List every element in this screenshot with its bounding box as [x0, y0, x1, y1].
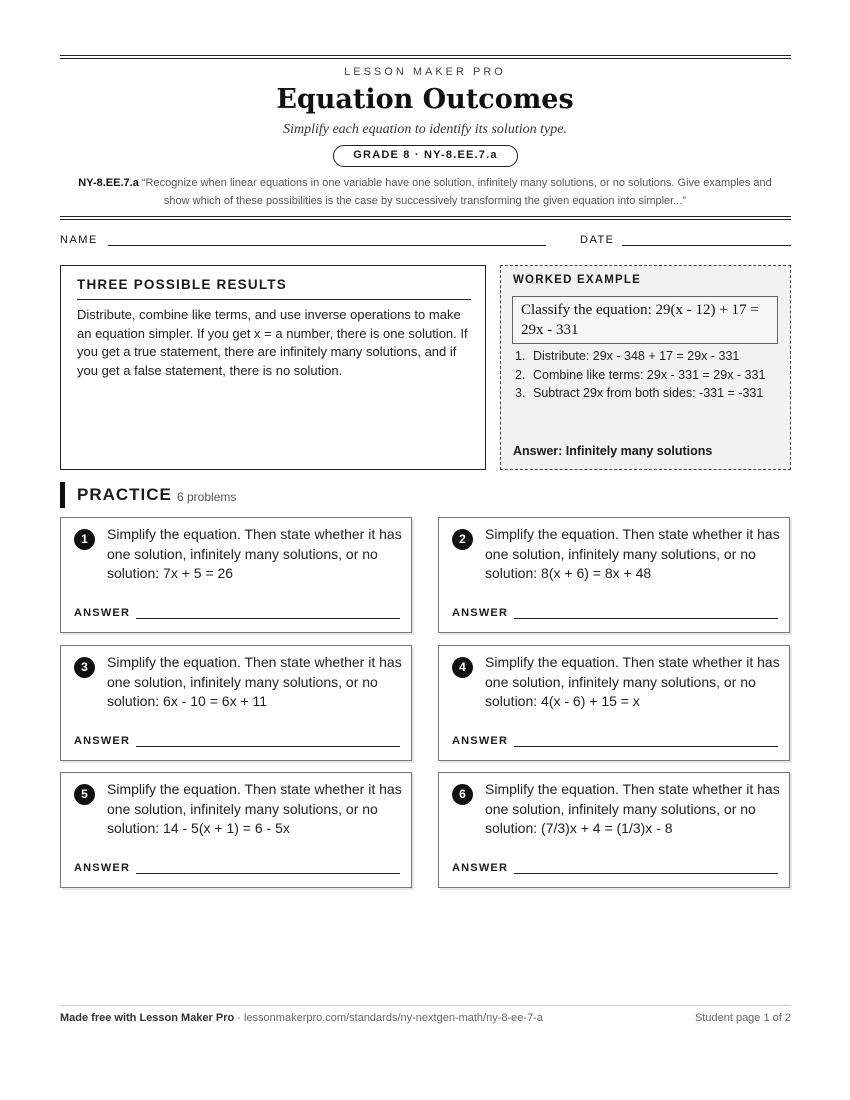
practice-accent-bar — [60, 482, 65, 508]
worked-example-steps — [513, 347, 775, 403]
brand-name: LESSON MAKER PRO — [344, 66, 506, 78]
date-field[interactable] — [622, 245, 791, 246]
answer-field[interactable] — [514, 873, 778, 874]
answer-field[interactable] — [136, 618, 400, 619]
date-label: DATE — [580, 234, 615, 246]
worked-step: 3. Subtract 29x from both sides: -331 = -331 — [515, 386, 764, 400]
three-results-heading: THREE POSSIBLE RESULTS — [77, 277, 287, 292]
footer-page-number: Student page 1 of 2 — [694, 1012, 791, 1024]
problem-number: 2 — [452, 529, 473, 550]
page-subtitle: Simplify each equation to identify its solution type. — [283, 122, 567, 137]
page-title: Equation Outcomes — [276, 84, 574, 115]
three-results-divider — [77, 299, 471, 300]
three-results-panel — [60, 265, 486, 470]
problem-number: 1 — [74, 529, 95, 550]
footer-made-with: Made free with Lesson Maker Pro — [60, 1012, 235, 1024]
name-field[interactable] — [108, 245, 546, 246]
standard-description — [78, 174, 772, 210]
worked-example-heading: WORKED EXAMPLE — [513, 274, 641, 286]
problem-text: Simplify the equation. Then state whether it has one solution, infinitely many solutions, or no solution: (7/3)x + 4 = (1/3)x - 8 — [485, 781, 780, 836]
problem-text: Simplify the equation. Then state whether it has one solution, infinitely many solutions, or no solution: 14 - 5(x + 1) = 6 - 5x — [107, 781, 402, 836]
practice-count: 6 problems — [177, 490, 237, 504]
practice-title: PRACTICE — [77, 485, 172, 504]
problem-text: Simplify the equation. Then state whether it has one solution, infinitely many solutions, or no solution: 7x + 5 = 26 — [107, 526, 402, 581]
answer-label: ANSWER — [452, 862, 509, 874]
problem-text: Simplify the equation. Then state whether it has one solution, infinitely many solutions, or no solution: 6x - 10 = 6x + 11 — [107, 654, 402, 709]
problem-card — [60, 772, 412, 888]
problem-number: 6 — [452, 784, 473, 805]
worked-example-answer: Answer: Infinitely many solutions — [513, 444, 713, 458]
problem-number: 4 — [452, 657, 473, 678]
worked-step: 1. Distribute: 29x - 348 + 17 = 29x - 331 — [515, 349, 740, 363]
problem-card — [438, 517, 790, 633]
problem-card — [60, 645, 412, 761]
worked-step: 2. Combine like terms: 29x - 331 = 29x - 331 — [515, 367, 766, 382]
problem-number: 5 — [74, 784, 95, 805]
three-results-body: Distribute, combine like terms, and use inverse operations to make an equation simpler. If you get x = a number, there is one solution. If you get a true statement, there are infinitely many solutions, and if you get a false statement, there is no solution. — [77, 307, 468, 378]
problem-card — [438, 772, 790, 888]
top-rule — [60, 55, 791, 59]
answer-field[interactable] — [514, 618, 778, 619]
name-label: NAME — [60, 234, 98, 246]
problem-card — [438, 645, 790, 761]
footer-credit — [60, 1012, 543, 1024]
answer-label: ANSWER — [74, 607, 131, 619]
worked-example-question: Classify the equation: 29(x - 12) + 17 = 29x - 331 — [512, 296, 778, 344]
problem-text: Simplify the equation. Then state whether it has one solution, infinitely many solutions, or no solution: 4(x - 6) + 15 = x — [485, 654, 780, 709]
answer-label: ANSWER — [74, 862, 131, 874]
problem-number: 3 — [74, 657, 95, 678]
answer-label: ANSWER — [74, 735, 131, 747]
footer-url[interactable]: · lessonmakerpro.com/standards/ny-nextgen-math/ny-8-ee-7-a — [234, 1012, 543, 1024]
header-bottom-rule — [60, 216, 791, 220]
answer-label: ANSWER — [452, 607, 509, 619]
problem-card — [60, 517, 412, 633]
standard-code: NY-8.EE.7.a — [78, 177, 139, 189]
answer-field[interactable] — [136, 746, 400, 747]
footer-divider — [60, 1005, 791, 1006]
answer-field[interactable] — [514, 746, 778, 747]
answer-label: ANSWER — [452, 735, 509, 747]
problem-text: Simplify the equation. Then state whether it has one solution, infinitely many solutions, or no solution: 8(x + 6) = 8x + 48 — [485, 526, 780, 581]
answer-field[interactable] — [136, 873, 400, 874]
grade-badge: GRADE 8 · NY-8.EE.7.a — [333, 145, 518, 167]
standard-text: “Recognize when linear equations in one variable have one solution, infinitely many solutions, or no solutions. Give examples and show which of these possibilities is the case by successively transforming the given equation into simpler...” — [141, 177, 772, 207]
worked-example-panel — [500, 265, 791, 470]
